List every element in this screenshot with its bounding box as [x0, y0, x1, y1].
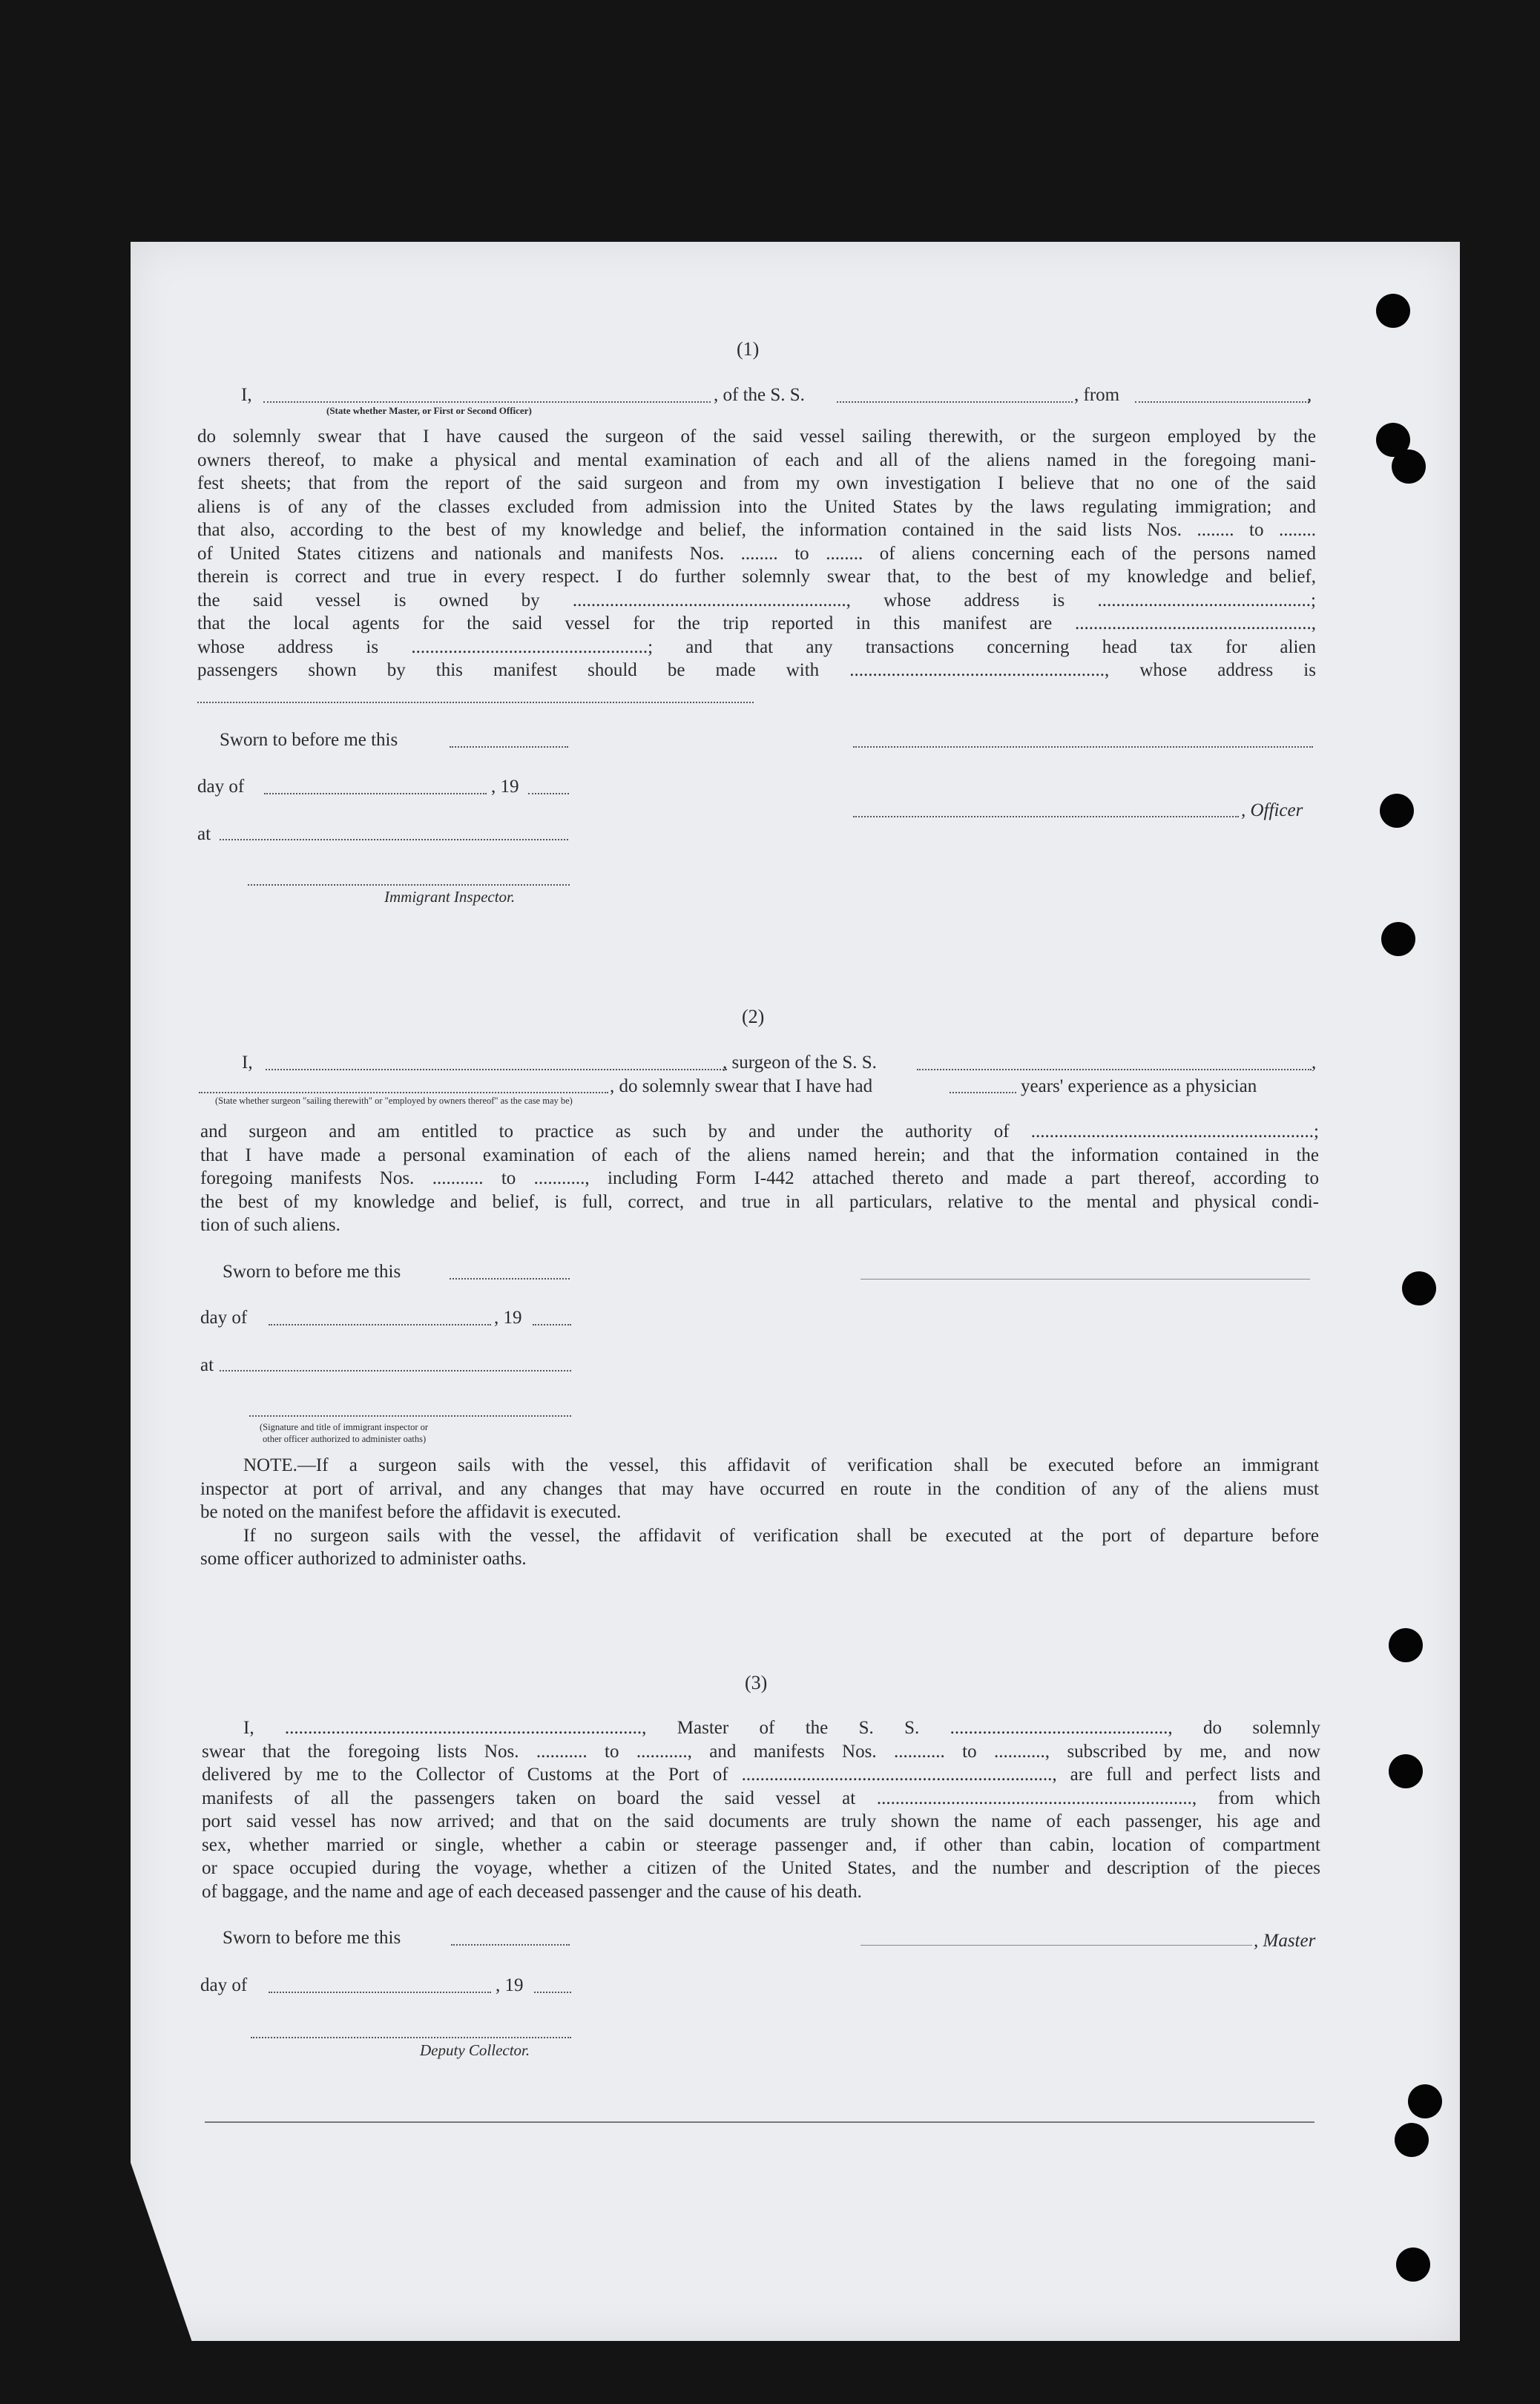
- s2-year-label: , 19: [494, 1308, 522, 1328]
- s1-at-label: at: [197, 824, 211, 844]
- s1-line: aliens is of any of the classes excluded from admission into the United States by the laws regulating immigration; and: [197, 496, 1316, 517]
- s1-i-label: I,: [241, 385, 252, 405]
- s3-line: sex, whether married or single, whether a cabin or steerage passenger and, if other than cabin, location of compartment: [202, 1834, 1320, 1855]
- s2-affidavit-text: [200, 1120, 1319, 1237]
- s3-line: swear that the foregoing lists Nos. ........... to ..........., and manifests Nos. ........... to ..........., subscribed by me, and now: [202, 1741, 1320, 1762]
- s3-day-of-label: day of: [200, 1975, 248, 1995]
- s1-sworn-label: Sworn to before me this: [220, 730, 398, 750]
- punch-hole: [1376, 294, 1410, 328]
- section-1-number: (1): [737, 338, 760, 360]
- s2-line: that I have made a personal examination of each of the aliens named herein; and that the information contained in the: [200, 1145, 1319, 1165]
- s2-at-label: at: [200, 1355, 214, 1375]
- s1-line: of United States citizens and nationals and manifests Nos. ........ to ........ of aliens concerning each of the persons named: [197, 543, 1316, 564]
- bottom-rule: [205, 2121, 1314, 2123]
- s3-sworn-date-field[interactable]: [451, 1944, 570, 1946]
- s2-surgeon-type-field[interactable]: [199, 1092, 608, 1093]
- s3-month-field[interactable]: [269, 1992, 491, 1993]
- punch-hole: [1396, 2247, 1430, 2282]
- note-line: some officer authorized to administer oaths.: [200, 1549, 527, 1569]
- note-line: inspector at port of arrival, and any changes that may have occurred en route in the condition of any of the aliens must: [200, 1478, 1319, 1499]
- s2-surgeon-name-field[interactable]: [266, 1069, 727, 1070]
- punch-hole: [1402, 1271, 1436, 1305]
- punch-hole: [1381, 922, 1415, 956]
- s1-officer-label: , Officer: [1241, 800, 1303, 820]
- s3-year-label: , 19: [496, 1975, 524, 1995]
- s1-line: that the local agents for the said vessel for the trip reported in this manifest are ...................................................,: [197, 613, 1316, 633]
- punch-hole: [1389, 1754, 1423, 1788]
- s2-ship-name-field[interactable]: [917, 1069, 1312, 1070]
- s1-master-note: (State whether Master, or First or Second Officer): [326, 405, 532, 416]
- s2-year-field[interactable]: [533, 1324, 571, 1326]
- s2-at-field[interactable]: [220, 1370, 571, 1371]
- s1-from-label: , from: [1074, 385, 1120, 405]
- s1-officer-signature-line[interactable]: [853, 746, 1313, 748]
- s2-day-of-label: day of: [200, 1308, 248, 1328]
- s2-sworn-label: Sworn to before me this: [223, 1262, 401, 1282]
- s1-line: owners thereof, to make a physical and mental examination of each and all of the aliens named in the foregoing mani-: [197, 449, 1316, 470]
- s1-day-of-label: day of: [197, 777, 245, 797]
- s3-collector-signature-line[interactable]: [251, 2037, 571, 2038]
- section-3-number: (3): [745, 1672, 768, 1693]
- s2-line: and surgeon and am entitled to practice as such by and under the authority of .............................................................;: [200, 1122, 1319, 1142]
- s1-ship-name-field[interactable]: [837, 401, 1073, 403]
- s2-surgeon-of-label: , surgeon of the S. S.: [723, 1053, 877, 1073]
- s1-from-field[interactable]: [1135, 401, 1309, 403]
- s3-master-label: , Master: [1254, 1931, 1316, 1951]
- s1-inspector-signature-line[interactable]: [248, 884, 570, 886]
- s3-line: of baggage, and the name and age of each deceased passenger and the cause of his death.: [202, 1881, 862, 1902]
- punch-hole: [1395, 2123, 1429, 2157]
- s1-line: do solemnly swear that I have caused the surgeon of the said vessel sailing therewith, or the surgeon employed by the: [197, 427, 1316, 447]
- punch-hole: [1380, 794, 1414, 828]
- s3-master-signature-line[interactable]: [861, 1945, 1252, 1946]
- punch-hole: [1389, 1628, 1423, 1662]
- s3-line: port said vessel has now arrived; and that on the said documents are truly shown the name of each passenger, his age and: [202, 1811, 1320, 1831]
- s3-affidavit-text: [202, 1716, 1320, 1903]
- s2-inspector-signature-line[interactable]: [249, 1415, 571, 1417]
- note-line: NOTE.—If a surgeon sails with the vessel, this affidavit of verification shall be executed before an immigrant: [243, 1455, 1319, 1475]
- note-line: If no surgeon sails with the vessel, the affidavit of verification shall be executed at the port of departure before: [243, 1525, 1319, 1546]
- note-line: be noted on the manifest before the affidavit is executed.: [200, 1502, 622, 1522]
- s1-line: fest sheets; that from the report of the said surgeon and from my own investigation I believe that no one of the said: [197, 473, 1316, 493]
- s1-at-field[interactable]: [220, 839, 568, 840]
- s1-month-field[interactable]: [264, 793, 487, 794]
- s1-affidavit-text: [197, 425, 1316, 682]
- s1-line: passengers shown by this manifest should be made with ......................................................., whose address is: [197, 660, 1316, 680]
- s3-line: delivered by me to the Collector of Customs at the Port of ..................................................................., are full and perfect lists and: [202, 1765, 1320, 1785]
- s1-inspector-label: Immigrant Inspector.: [384, 888, 516, 906]
- s2-note-text: [200, 1454, 1319, 1571]
- s1-of-ss-label: , of the S. S.: [714, 385, 805, 405]
- s2-i-label: I,: [242, 1053, 253, 1073]
- s1-officer-name-field[interactable]: [263, 401, 711, 403]
- s2-line: tion of such aliens.: [200, 1215, 340, 1235]
- punch-hole: [1408, 2084, 1442, 2118]
- s3-line: I, ............................................................................., Master of the S. S. ..............................................., do solemnly: [243, 1718, 1320, 1738]
- s1-line: whose address is ...................................................; and that any transactions concerning head tax for alien: [197, 636, 1316, 657]
- s2-sig-note-2: other officer authorized to administer oaths): [263, 1434, 427, 1444]
- s3-deputy-label: Deputy Collector.: [420, 2041, 530, 2059]
- section-2-number: (2): [742, 1006, 765, 1027]
- s1-line: therein is correct and true in every respect. I do further solemnly swear that, to the best of my knowledge and belief,: [197, 567, 1316, 587]
- s1-year-label: , 19: [491, 777, 519, 797]
- punch-hole: [1392, 449, 1426, 484]
- s3-line: or space occupied during the voyage, whether a citizen of the United States, and the number and description of the pieces: [202, 1858, 1320, 1878]
- s2-line-end: ,: [1312, 1053, 1317, 1073]
- s2-surgeon-note: (State whether surgeon "sailing therewith" or "employed by owners thereof" as the case may be): [215, 1096, 573, 1106]
- s2-line: the best of my knowledge and belief, is full, correct, and true in all particulars, relative to the mental and physical condi-: [200, 1191, 1319, 1212]
- s2-month-field[interactable]: [269, 1324, 491, 1326]
- s2-line: foregoing manifests Nos. ........... to ..........., including Form I-442 attached thereto and made a part thereof, according to: [200, 1168, 1319, 1188]
- s3-sworn-label: Sworn to before me this: [223, 1928, 401, 1948]
- s2-signature-line[interactable]: [861, 1279, 1310, 1280]
- s2-years-label: years' experience as a physician: [1021, 1076, 1257, 1096]
- s2-years-field[interactable]: [950, 1092, 1016, 1093]
- s1-officer-title-line[interactable]: [853, 816, 1239, 817]
- s1-head-tax-address-field[interactable]: [197, 702, 754, 703]
- s3-line: manifests of all the passengers taken on board the said vessel at ...................................................................., from which: [202, 1788, 1320, 1808]
- s1-line-end: ,: [1307, 385, 1312, 405]
- s3-year-field[interactable]: [534, 1992, 571, 1993]
- s1-sworn-date-field[interactable]: [450, 746, 568, 748]
- s1-line: that also, according to the best of my knowledge and belief, the information contained in the said lists Nos. ........ to ........: [197, 520, 1316, 540]
- s2-swear-label: , do solemnly swear that I have had: [610, 1076, 873, 1096]
- s1-line: the said vessel is owned by ..........................................................., whose address is ..............................................;: [197, 590, 1316, 610]
- s2-sig-note-1: (Signature and title of immigrant inspector or: [260, 1422, 429, 1432]
- s1-year-field[interactable]: [528, 793, 569, 794]
- s2-sworn-date-field[interactable]: [450, 1278, 570, 1280]
